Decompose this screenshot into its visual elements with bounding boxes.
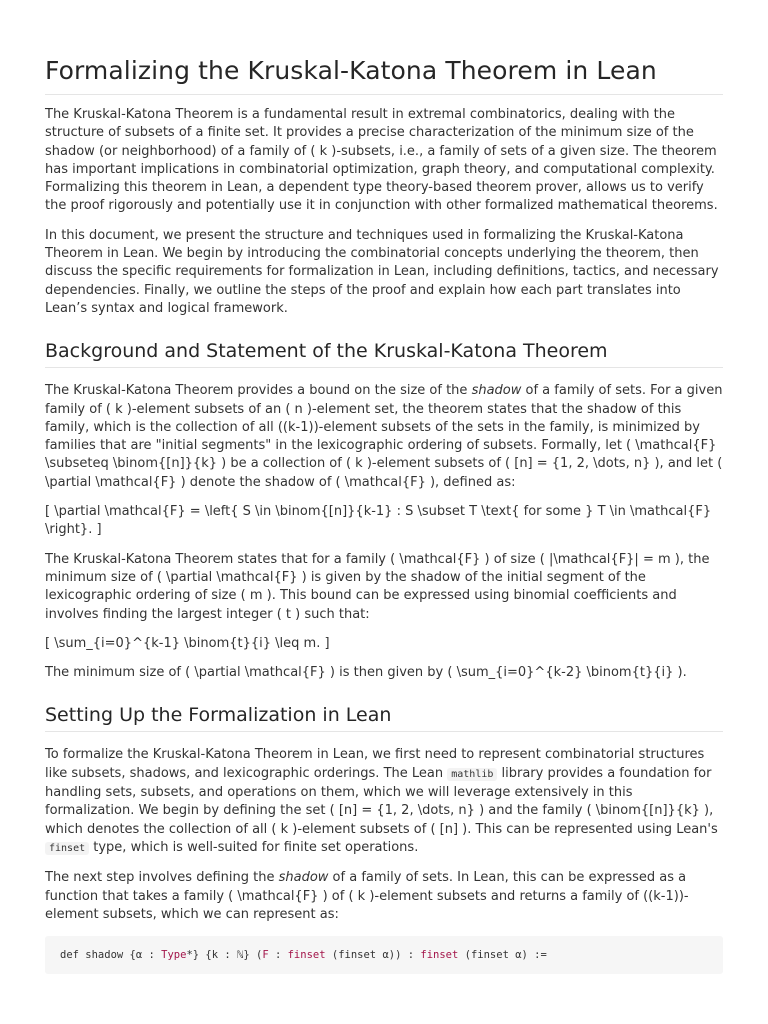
- text-run: type, which is well-suited for finite set operations.: [89, 839, 419, 855]
- inline-code-finset: finset: [45, 842, 89, 855]
- document-page: [45, 0, 723, 974]
- background-paragraph-1: [45, 382, 723, 492]
- text-run: The Kruskal-Katona Theorem provides a bound on the size of the: [45, 383, 472, 399]
- inline-code-mathlib: mathlib: [447, 768, 497, 781]
- intro-paragraph-2: In this document, we present the structure and techniques used in formalizing the Kruskal-Katona Theorem in Lean. We begin by introducing the combinatorial concepts underlying the theorem, then discuss the specific requirements for formalization in Lean, including definitions, tactics, and necessary dependencies. Finally, we outline the steps of the proof and explain how each part translates into Lean’s syntax and logical framework.: [45, 227, 719, 316]
- text-run: of a family of sets. In Lean, this can be expressed as a function that takes a family ( \mathcal{F} ) of ( k )-element subsets and returns a family of ((k-1))-element subsets, which we can represent as:: [45, 870, 689, 922]
- code-token-finset: finset: [287, 949, 326, 962]
- page-title: Formalizing the Kruskal-Katona Theorem in Lean: [45, 0, 723, 95]
- section-heading-setup: Setting Up the Formalization in Lean: [45, 702, 723, 732]
- code-token-finset: finset: [420, 949, 459, 962]
- section-heading-background: Background and Statement of the Kruskal-Katona Theorem: [45, 338, 723, 368]
- background-paragraph-3: The minimum size of ( \partial \mathcal{F} ) is then given by ( \sum_{i=0}^{k-2} \binom{t}{i} ).: [45, 665, 687, 681]
- emphasis-shadow: shadow: [471, 383, 522, 399]
- intro-paragraph-1: The Kruskal-Katona Theorem is a fundamental result in extremal combinatorics, dealing with the structure of subsets of a finite set. It provides a precise characterization of the minimum size of the shadow (or neighborhood) of a family of ( k )-subsets, i.e., a family of sets of a given size. The theorem has important implications in combinatorial optimization, graph theory, and computational complexity. Formalizing this theorem in Lean, a dependent type theory-based theorem prover, allows us to verify the proof rigorously and potentially use it in conjunction with other formalized mathematical theorems.: [45, 107, 718, 214]
- code-token: :: [268, 949, 288, 962]
- text-run: To formalize the Kruskal-Katona Theorem in Lean, we first need to represent combinatorial structures like subsets, shadows, and lexicographic orderings. The Lean: [45, 747, 705, 781]
- code-token: (finset α)) :: [325, 949, 421, 962]
- code-token: *} {k : ℕ} (: [186, 949, 263, 962]
- setup-paragraph-2: [45, 869, 723, 924]
- setup-paragraph-1: [45, 746, 723, 858]
- code-token-type: Type: [161, 949, 187, 962]
- text-run: library provides a foundation for handling sets, subsets, and operations on them, which we will leverage extensively in this formalization. We begin by defining the set ( [n] = {1, 2, \dots, n} ) and the family ( \binom{[n]}{k} ), which denotes the collection of all ( k )-element subsets of ( [n] ). This can be represented using Lean's: [45, 765, 718, 837]
- code-token: (finset α) :=: [458, 949, 547, 962]
- text-run: The next step involves defining the: [45, 870, 279, 886]
- text-run: of a family of sets. For a given family of ( k )-element subsets of an ( n )-element set, the theorem states that the shadow of this family, which is the collection of all ((k-1))-element subsets of the sets in the family, is minimized by families that are "initial segments" in the lexicographic ordering of subsets. Formally, let ( \mathcal{F} \subseteq \binom{[n]}{k} ) be a collection of ( k )-element subsets of ( [n] = {1, 2, \dots, n} ), and let ( \partial \mathcal{F} ) denote the shadow of ( \mathcal{F} ), defined as:: [45, 383, 723, 490]
- sum-condition-formula: [ \sum_{i=0}^{k-1} \binom{t}{i} \leq m. ]: [45, 635, 330, 651]
- emphasis-shadow: shadow: [278, 870, 329, 886]
- background-paragraph-2: The Kruskal-Katona Theorem states that for a family ( \mathcal{F} ) of size ( |\mathcal{F}| = m ), the minimum size of ( \partial \mathcal{F} ) is given by the shadow of the initial segment of the lexicographic ordering of size ( m ). This bound can be expressed using binomial coefficients and involves finding the largest integer ( t ) such that:: [45, 551, 710, 622]
- code-token: def shadow {α :: [60, 949, 162, 962]
- code-block-shadow-def: [45, 936, 723, 974]
- code-token-var: F: [262, 949, 269, 962]
- shadow-definition-formula: [ \partial \mathcal{F} = \left{ S \in \binom{[n]}{k-1} : S \subset T \text{ for some } T \in \mathcal{F} \right}. ]: [45, 504, 712, 538]
